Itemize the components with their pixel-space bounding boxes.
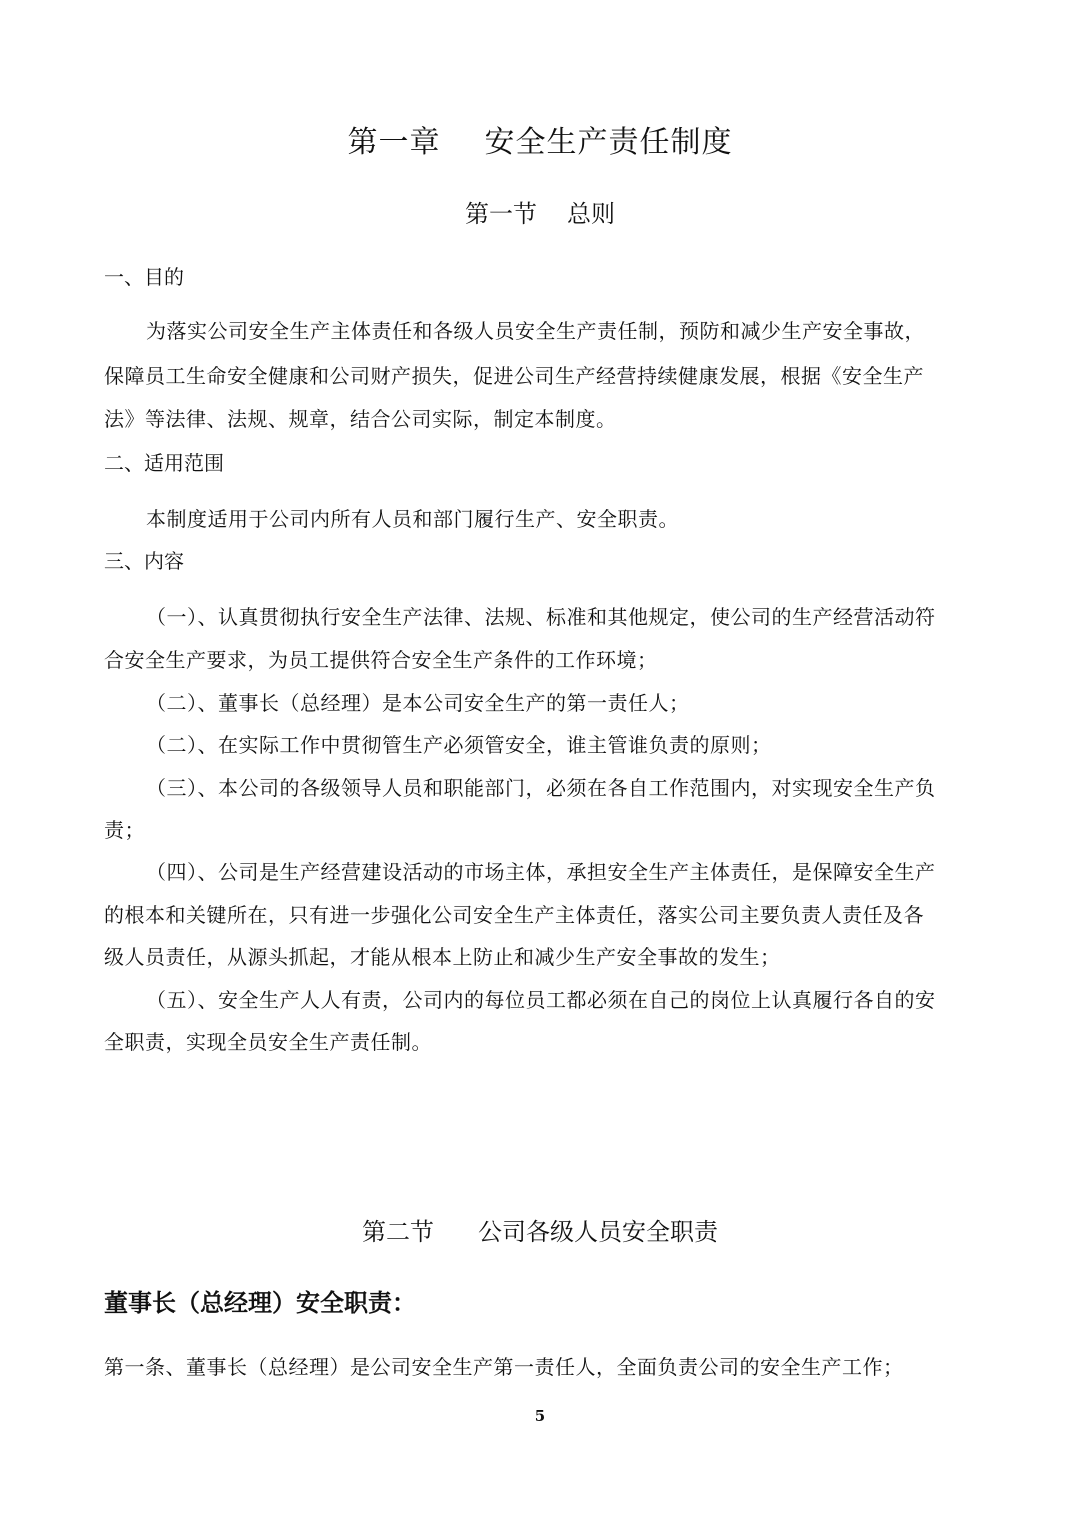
section-1-prefix: 第一节 (465, 200, 537, 228)
chapter-title (0, 120, 1080, 166)
content-item-5-line: 的根本和关键所在，只有进一步强化公司安全生产主体责任，落实公司主要负责人责任及各 (104, 903, 924, 927)
content-item-4-line: 责； (104, 818, 145, 842)
scope-heading: 二、适用范围 (104, 451, 224, 475)
content-item-1-line: （一）、认真贯彻执行安全生产法律、法规、标准和其他规定，使公司的生产经营活动符 (146, 605, 936, 629)
section-1-name: 总则 (567, 200, 615, 228)
section-2-title (0, 1214, 1080, 1250)
section-2-prefix: 第二节 (362, 1218, 434, 1246)
section-1-title (0, 196, 1080, 232)
scope-line: 本制度适用于公司内所有人员和部门履行生产、安全职责。 (146, 507, 679, 531)
purpose-line: 法》等法律、法规、规章，结合公司实际，制定本制度。 (104, 407, 617, 431)
chairman-duties-heading: 董事长（总经理）安全职责： (104, 1288, 416, 1317)
purpose-heading: 一、目的 (104, 265, 184, 289)
chapter-prefix: 第一章 (347, 125, 441, 160)
content-item-1-line: 合安全生产要求，为员工提供符合安全生产条件的工作环境； (104, 648, 658, 672)
content-item-6-line: 全职责，实现全员安全生产责任制。 (104, 1030, 432, 1054)
page-number: 5 (534, 1407, 546, 1425)
purpose-line: 保障员工生命安全健康和公司财产损失，促进公司生产经营持续健康发展，根据《安全生产 (104, 364, 924, 388)
content-item-6-line: （五）、安全生产人人有责，公司内的每位员工都必须在自己的岗位上认真履行各自的安 (146, 988, 936, 1012)
content-item-5-line: 级人员责任，从源头抓起，才能从根本上防止和减少生产安全事故的发生； (104, 945, 781, 969)
content-item-3-line: （二）、在实际工作中贯彻管生产必须管安全，谁主管谁负责的原则； (146, 733, 772, 757)
content-item-2-line: （二）、董事长（总经理）是本公司安全生产的第一责任人； (146, 691, 690, 715)
content-item-5-line: （四）、公司是生产经营建设活动的市场主体，承担安全生产主体责任，是保障安全生产 (146, 860, 936, 884)
content-item-4-line: （三）、本公司的各级领导人员和职能部门，必须在各自工作范围内，对实现安全生产负 (146, 776, 936, 800)
purpose-line: 为落实公司安全生产主体责任和各级人员安全生产责任制，预防和减少生产安全事故， (146, 319, 925, 343)
article-1: 第一条、董事长（总经理）是公司安全生产第一责任人，全面负责公司的安全生产工作； (104, 1355, 904, 1379)
content-heading: 三、内容 (104, 549, 184, 573)
section-2-name: 公司各级人员安全职责 (478, 1218, 718, 1246)
chapter-name: 安全生产责任制度 (484, 125, 733, 160)
